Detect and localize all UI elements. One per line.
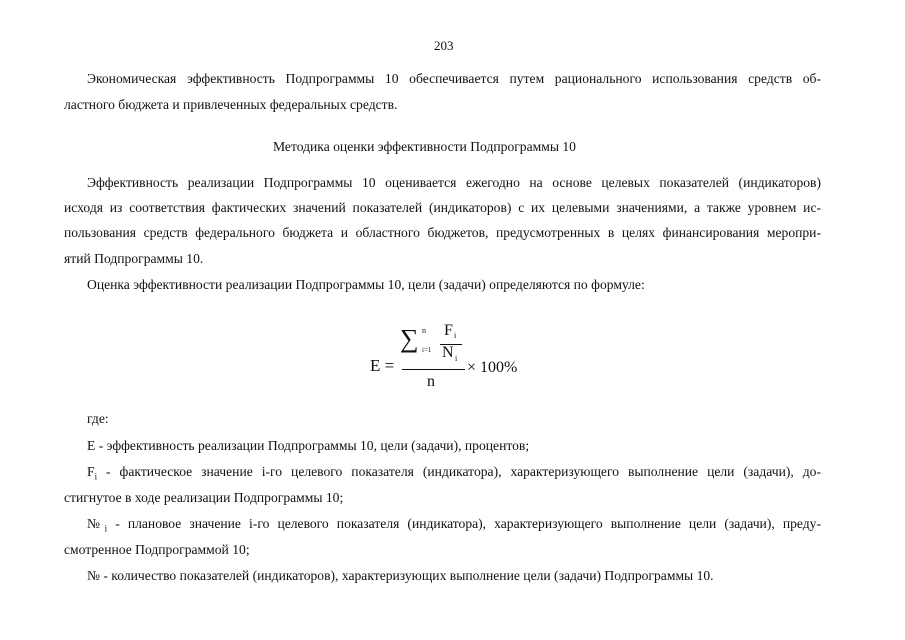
f-subscript: i (94, 471, 98, 482)
n-subscript: i (104, 523, 108, 534)
n-definition-text: - плановое значение i-го целевого показателя (индикатора), характеризующего выполнение цели (задачи), преду- (107, 516, 821, 531)
paragraph-2-line-2: исходя из соответствия фактических значений показателей (индикаторов) с их целевыми значениями, а также уровнем ис- (64, 200, 821, 215)
formula-lhs: E = (370, 356, 395, 375)
n-symbol: № (87, 516, 105, 531)
where-label: где: (87, 411, 109, 426)
definition-n-line-2: смотренное Подпрограммой 10; (64, 542, 250, 557)
denominator-sub: i (455, 354, 458, 363)
f-symbol: F (87, 464, 95, 479)
paragraph-1-line-1: Экономическая эффективность Подпрограммы 10 обеспечивается путем рационального использования средств об- (87, 71, 821, 86)
definition-f-line-1 (87, 463, 821, 486)
definition-e: E - эффективность реализации Подпрограммы 10, цели (задачи), процентов; (87, 438, 530, 453)
definition-count: № - количество показателей (индикаторов), характеризующих выполнение цели (задачи) Подпрограммы 10. (87, 568, 714, 583)
f-definition-text: - фактическое значение i-го целевого показателя (индикатора), характеризующего выполнение цели (задачи), до- (97, 464, 821, 479)
efficiency-formula (340, 320, 540, 400)
numerator-sub: i (454, 331, 457, 340)
sum-lower-limit: i=1 (422, 346, 432, 354)
section-heading: Методика оценки эффективности Подпрограммы 10 (273, 139, 576, 154)
times-100-percent: × 100% (467, 359, 518, 376)
paragraph-3: Оценка эффективности реализации Подпрограммы 10, цели (задачи) определяются по формуле: (87, 277, 645, 292)
paragraph-2-line-3: пользования средств федерального бюджета и областного бюджетов, предусмотренных в целях финансирования меропри- (64, 225, 821, 240)
denominator-n: N (442, 344, 454, 361)
definition-n-line-1 (87, 515, 821, 538)
paragraph-1-line-2: ластного бюджета и привлеченных федеральных средств. (64, 97, 398, 112)
sum-symbol: ∑ (400, 324, 419, 353)
numerator-f: F (444, 322, 453, 339)
page-number: 203 (434, 38, 454, 53)
paragraph-2-line-4: ятий Подпрограммы 10. (64, 251, 204, 266)
main-fraction-bar (402, 369, 465, 370)
definition-f-line-2: стигнутое в ходе реализации Подпрограммы 10; (64, 490, 344, 505)
sum-upper-limit: n (422, 326, 426, 335)
count-n: n (427, 373, 435, 390)
paragraph-2-line-1: Эффективность реализации Подпрограммы 10 оценивается ежегодно на основе целевых показателей (индикаторов) (87, 175, 821, 190)
